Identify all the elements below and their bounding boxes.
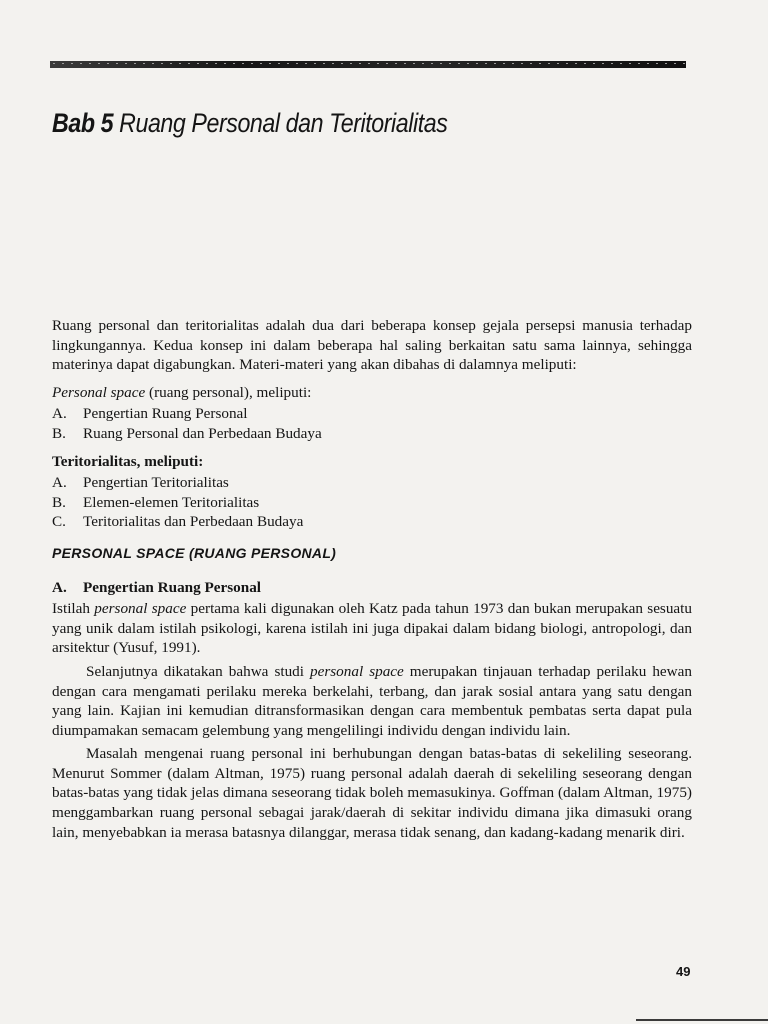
chapter-title [52, 108, 447, 139]
paragraph-text: pertama kali digunakan oleh Katz pada tahun 1973 dan bukan merupakan sesuatu yang unik dalam istilah psikologi, karena istilah ini juga dipakai dalam bidang biologi, antropologi, dan arsitektur (Yusuf, 1991). [52, 600, 692, 657]
list-item-letter: A. [52, 405, 67, 423]
list-item [52, 424, 692, 444]
personal-space-list-heading [52, 383, 692, 403]
list-item-text: Teritorialitas dan Perbedaan Budaya [83, 513, 304, 531]
list-item-text: Elemen-elemen Teritorialitas [83, 493, 260, 511]
list-item [52, 473, 692, 493]
list-item-letter: C. [52, 513, 66, 531]
list-item-letter: A. [52, 474, 67, 492]
paragraph-text: Istilah [52, 600, 95, 618]
list-item [52, 493, 692, 513]
body-paragraph-1 [52, 599, 692, 658]
section-heading: PERSONAL SPACE (RUANG PERSONAL) [52, 544, 337, 561]
italic-term: personal space [310, 662, 404, 680]
personal-space-term: Personal space [52, 383, 146, 401]
intro-paragraph: Ruang personal dan teritorialitas adalah dua dari beberapa konsep gejala persepsi manusia terhadap lingkungannya. Kedua konsep ini dalam beberapa hal saling berkaitan satu sama lainnya, sehingga materinya dapat digabungkan. Materi-materi yang akan dibahas di dalamnya meliputi: [52, 317, 692, 374]
chapter-number: Bab 5 [52, 108, 114, 138]
page-content [52, 316, 692, 842]
subsection-heading [52, 578, 692, 598]
territoriality-topic-list [52, 473, 692, 532]
list-item-letter: B. [52, 493, 66, 511]
list-item-letter: B. [52, 424, 66, 442]
list-item [52, 512, 692, 532]
paragraph-text: Selanjutnya dikatakan bahwa studi [86, 662, 311, 680]
chapter-title-text: Ruang Personal dan Teritorialitas [119, 108, 448, 138]
territoriality-list-heading: Teritorialitas, meliputi: [52, 452, 204, 470]
subsection-title: Pengertian Ruang Personal [83, 578, 262, 596]
paragraph-text: merupakan tinjauan terhadap perilaku hewan dengan cara mengamati perilaku mereka berkelahi, terbang, dan jarak sosial antara yang satu dengan yang lain. Kajian ini kemudian ditransformasikan dengan cara membentuk pembatas serta dapat pula diumpamakan semacam gelembung yang mengelilingi individu dengan individu lain. [52, 662, 692, 739]
list-item [52, 404, 692, 424]
personal-space-topic-list [52, 404, 692, 443]
page-number: 49 [676, 964, 691, 979]
list-item-text: Pengertian Ruang Personal [83, 405, 248, 423]
body-paragraph-2 [52, 662, 692, 740]
body-paragraph-3: Masalah mengenai ruang personal ini berhubungan dengan batas-batas di sekeliling seseorang. Menurut Sommer (dalam Altman, 1975) ruang personal adalah daerah di sekeliling seseorang dengan batas-batas yang tidak jelas dimana seseorang tidak boleh memasukinya. Goffman (dalam Altman, 1975) menggambarkan ruang personal sebagai jarak/daerah di sekitar individu dimana jika dimasuki orang lain, menyebabkan ia merasa batasnya dilanggar, merasa tidak senang, dan kadang-kadang menarik diri. [52, 745, 692, 841]
footer-rule [636, 1019, 768, 1021]
header-rule [50, 61, 686, 68]
list-item-text: Pengertian Teritorialitas [83, 474, 229, 492]
subsection-letter: A. [52, 578, 67, 596]
italic-term: personal space [94, 600, 187, 618]
list-item-text: Ruang Personal dan Perbedaan Budaya [83, 424, 322, 442]
personal-space-heading-rest: (ruang personal), meliputi: [145, 383, 312, 401]
